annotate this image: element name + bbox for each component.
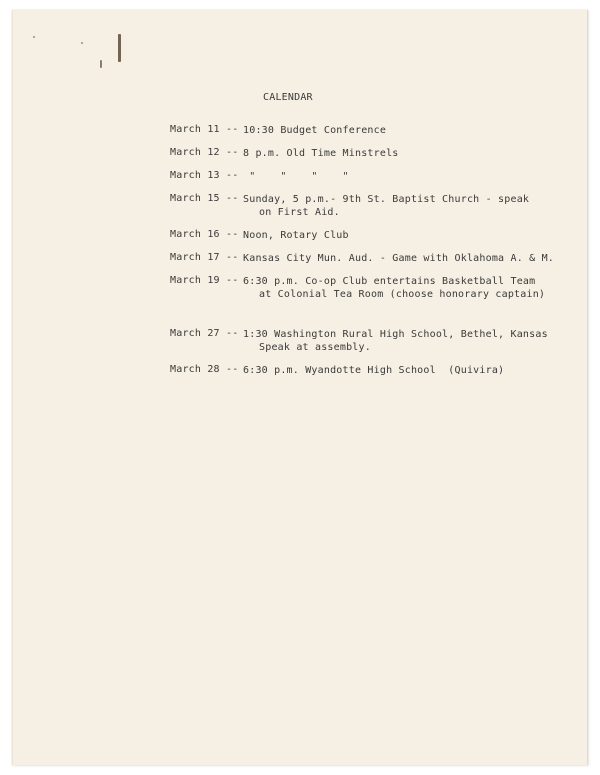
entry-line: Sunday, 5 p.m.- 9th St. Baptist Church - speak [243, 194, 530, 205]
entry-text [243, 147, 399, 160]
entry-line: " " " " [243, 171, 349, 182]
calendar-entry [170, 252, 570, 265]
entry-text [243, 275, 545, 301]
entry-text [243, 328, 548, 354]
entry-text [243, 170, 349, 183]
calendar-entry [170, 364, 570, 377]
calendar-entry [170, 328, 570, 354]
entry-date: March 15 -- [170, 193, 239, 204]
entry-line: 6:30 p.m. Co-op Club entertains Basketball Team [243, 276, 536, 287]
entry-date: March 13 -- [170, 170, 239, 181]
entry-text [243, 364, 504, 377]
entry-date: March 17 -- [170, 252, 239, 263]
entry-line: 10:30 Budget Conference [243, 125, 387, 136]
entry-line: Kansas City Mun. Aud. - Game with Oklahoma A. & M. [243, 253, 555, 264]
entry-text [243, 193, 529, 219]
entry-date: March 16 -- [170, 229, 239, 240]
entry-date: March 11 -- [170, 124, 239, 135]
calendar-entry [170, 147, 570, 160]
entry-line-continuation: Speak at assembly. [259, 342, 371, 353]
entry-date: March 27 -- [170, 328, 239, 339]
entry-line: 8 p.m. Old Time Minstrels [243, 148, 399, 159]
entry-date: March 28 -- [170, 364, 239, 375]
entry-line: 6:30 p.m. Wyandotte High School (Quivira) [243, 365, 505, 376]
entry-text [243, 252, 554, 265]
entry-line-continuation: on First Aid. [259, 207, 340, 218]
entry-line-continuation: at Colonial Tea Room (choose honorary captain) [259, 289, 546, 300]
calendar-entry [170, 275, 570, 301]
entry-date: March 19 -- [170, 275, 239, 286]
calendar-entry [170, 170, 570, 183]
calendar-entry [170, 124, 570, 137]
entry-line: Noon, Rotary Club [243, 230, 349, 241]
entry-date: March 12 -- [170, 147, 239, 158]
entry-text [243, 229, 349, 242]
document-body [13, 10, 587, 765]
document-title: CALENDAR [263, 92, 313, 103]
document-page [12, 10, 588, 765]
entry-line: 1:30 Washington Rural High School, Bethel, Kansas [243, 329, 548, 340]
entry-text [243, 124, 386, 137]
calendar-entry [170, 193, 570, 219]
calendar-entry [170, 229, 570, 242]
